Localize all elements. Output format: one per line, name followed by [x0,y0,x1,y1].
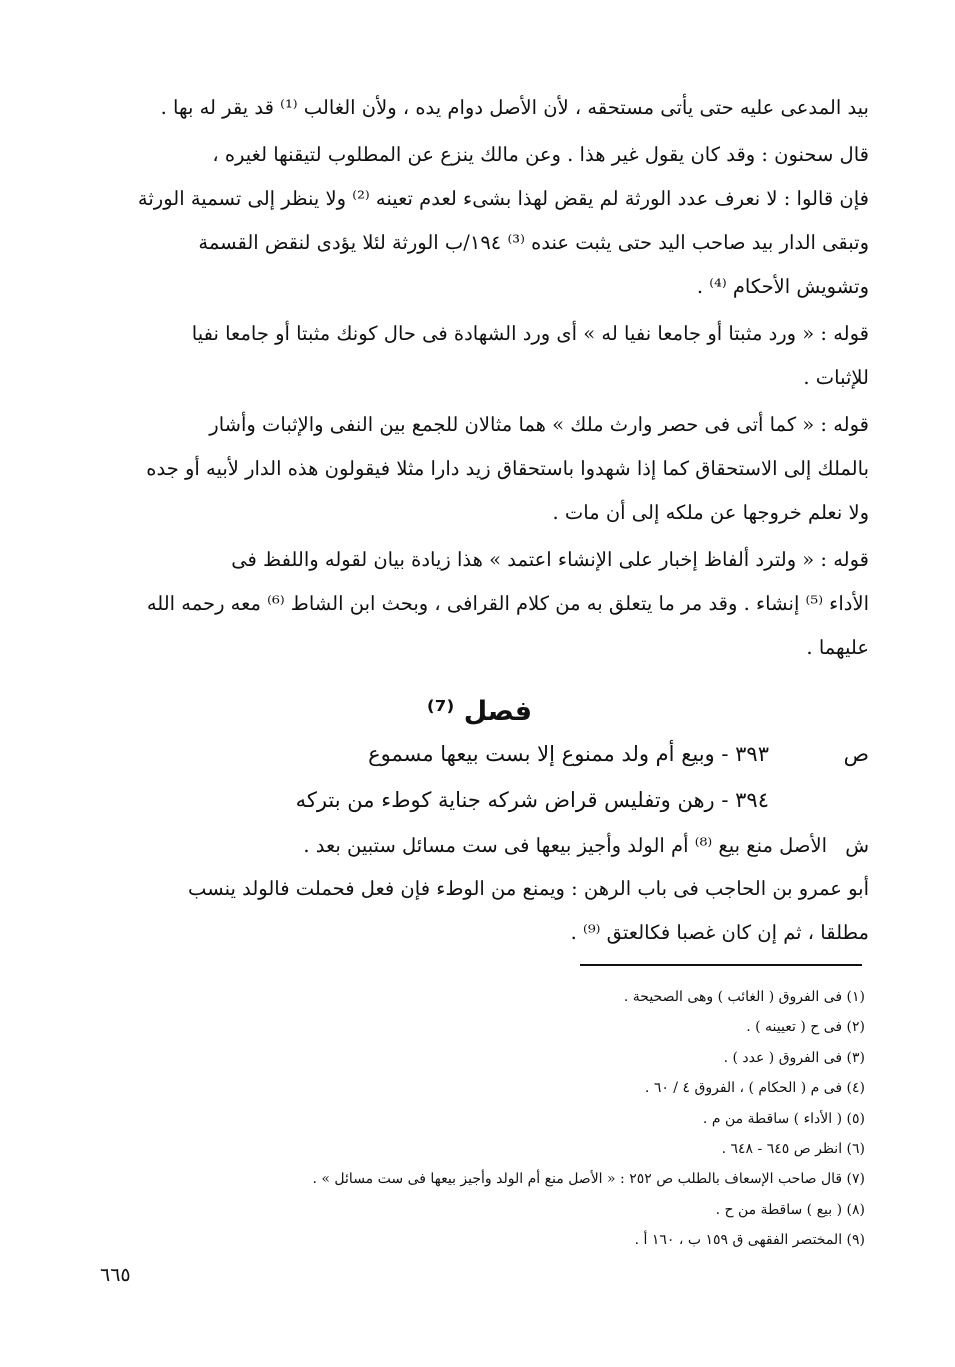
text-line: قوله : « ورد مثبتا أو جامعا نفيا له » أى ورد الشهادة فى حال كونك مثبتا أو جامعا نفيا [191,322,869,345]
sharh-marker: ش [845,833,869,857]
footnote: (٦) انظر ص ٦٤٥ - ٦٤٨ . [721,1141,865,1158]
text-line: للإثبات . [803,366,869,389]
paragraph-3 [90,312,869,400]
main-text [90,86,869,955]
text-line: فإن قالوا : لا نعرف عدد الورثة لم يقض لهذا بشىء لعدم تعينه ⁽²⁾ ولا ينظر إلى تسمية الورثة [137,187,869,210]
section-title: فصل ⁽⁷⁾ [426,696,533,727]
footnote: (٢) فى ح ( تعيينه ) . [746,1019,865,1036]
text-line: قوله : « ولترد ألفاظ إخبار على الإنشاء اعتمد » هذا زيادة بيان لقوله واللفظ فى [231,548,869,571]
verse-row [90,777,869,823]
text-line: وتشويش الأحكام ⁽⁴⁾ . [696,275,869,298]
verse-line: ٣٩٤ - رهن وتفليس قراض شركه جناية كوطء من بتركه [295,788,769,812]
text-line: بالملك إلى الاستحقاق كما إذا شهدوا باستحقاق زيد دارا مثلا فيقولون هذه الدار لأبيه أو جده [146,457,869,480]
text-line: عليهما . [806,636,869,659]
page-number: ٦٦٥ [100,1264,131,1286]
sharh-row [90,823,869,867]
verse-marker: ص [843,742,869,766]
text-line: وتبقى الدار بيد صاحب اليد حتى يثبت عنده ⁽³⁾ ١٩٤/ب الورثة لئلا يؤدى لنقض القسمة [198,231,869,254]
text-line: قال سحنون : وقد كان يقول غير هذا . وعن مالك ينزع عن المطلوب لتيقنها لغيره ، [212,143,869,166]
footnote: (٨) ( بيع ) ساقطة من ح . [715,1201,865,1218]
text-line: مطلقا ، ثم إن كان غصبا فكالعتق ⁽⁹⁾ . [570,921,869,944]
text-line: بيد المدعى عليه حتى يأتى مستحقه ، لأن الأصل دوام يده ، ولأن الغالب ⁽¹⁾ قد يقر له بها . [160,96,869,119]
paragraph-5 [90,538,869,670]
text-line: قوله : « كما أتى فى حصر وارث ملك » هما مثالان للجمع بين النفى والإثبات وأشار [209,413,869,436]
footnote-divider [580,964,862,966]
paragraph-2 [90,133,869,309]
verse-block [90,731,869,823]
text-line: ولا نعلم خروجها عن ملكه إلى أن مات . [552,501,869,524]
paragraph-4 [90,403,869,535]
footnote: (٤) فى م ( الحكام ) ، الفروق ٤ / ٦٠ . [644,1080,865,1097]
text-line: الأداء ⁽⁵⁾ إنشاء . وقد مر ما يتعلق به من كلام القرافى ، وبحث ابن الشاط ⁽⁶⁾ معه رحمه الله [146,592,869,615]
closing-paragraph [90,867,869,955]
verse-line: ٣٩٣ - وبيع أم ولد ممنوع إلا بست بيعها مسموع [368,742,769,766]
footnotes [90,982,865,1256]
footnote: (٩) المختصر الفقهى ق ١٥٩ ب ، ١٦٠ أ . [634,1232,865,1249]
verse-row [90,731,869,777]
footnote: (٥) ( الأداء ) ساقطة من م . [702,1110,865,1127]
footnote: (٧) قال صاحب الإسعاف بالطلب ص ٢٥٢ : « الأصل منع أم الولد وأجيز بيعها فى ست مسائل » . [312,1171,865,1188]
sharh-text: الأصل منع بيع ⁽⁸⁾ أم الولد وأجيز بيعها فى ست مسائل ستبين بعد . [303,833,827,857]
footnote: (٣) فى الفروق ( عدد ) . [723,1049,865,1066]
footnote: (١) فى الفروق ( الغائب ) وهى الصحيحة . [623,989,865,1005]
paragraph-1 [90,86,869,130]
text-line: أبو عمرو بن الحاجب فى باب الرهن : ويمنع من الوطء فإن فعل فحملت فالولد ينسب [188,877,869,900]
